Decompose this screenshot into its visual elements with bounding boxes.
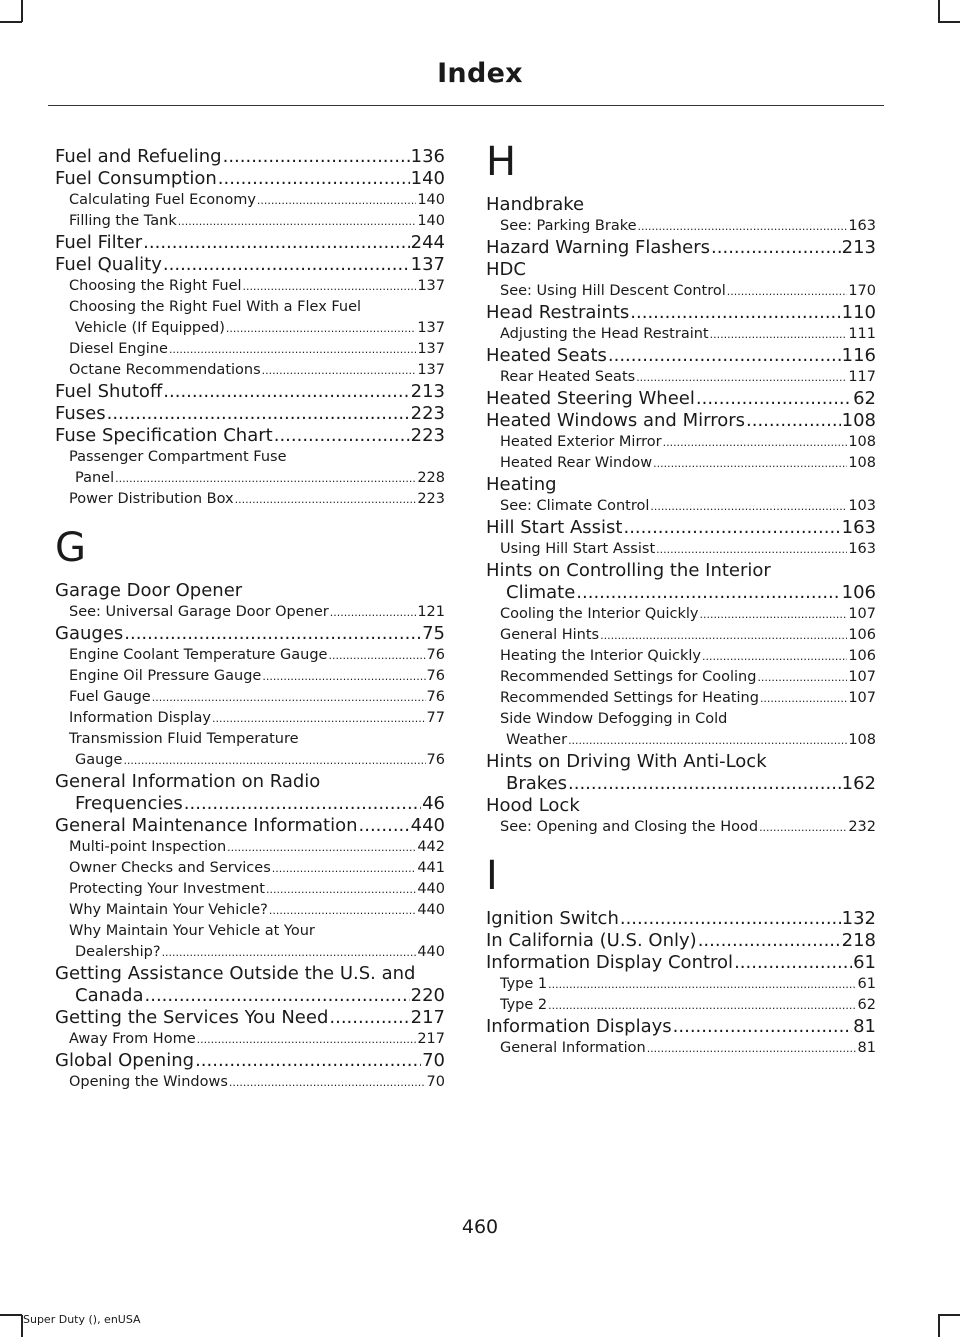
index-entry-row — [55, 190, 445, 211]
dot-leader — [759, 817, 847, 838]
index-entry-row — [486, 281, 876, 302]
dot-leader — [359, 815, 410, 837]
page-title: Index — [437, 58, 523, 89]
crop-mark — [0, 21, 22, 23]
dot-leader — [636, 367, 847, 388]
index-entry-row — [55, 687, 445, 708]
entry-page: 440 — [417, 944, 445, 960]
dot-leader — [650, 496, 847, 517]
entry-label: Recommended Settings for Heating — [500, 690, 759, 706]
index-entry-row — [55, 318, 445, 339]
entry-label: Choosing the Right Fuel With a Flex Fuel — [69, 299, 362, 315]
entry-label: Passenger Compartment Fuse — [69, 449, 287, 465]
index-entry-row — [486, 453, 876, 474]
index-entry-row — [55, 168, 445, 190]
crop-mark — [938, 1314, 960, 1316]
entry-label: Protecting Your Investment — [69, 881, 265, 897]
index-entry-row — [486, 604, 876, 625]
index-heading: Hood Lock — [486, 795, 580, 816]
entry-page: 244 — [410, 232, 445, 253]
entry-page: 442 — [417, 839, 445, 855]
index-entry-row — [55, 339, 445, 360]
index-entry-row — [55, 879, 445, 900]
entry-page: 140 — [417, 192, 445, 208]
entry-page: 103 — [848, 498, 876, 514]
entry-label: Heated Rear Window — [500, 455, 653, 471]
entry-label: Using Hill Start Assist — [500, 541, 656, 557]
entry-label: Owner Checks and Services — [69, 860, 271, 876]
dot-leader — [702, 646, 847, 667]
entry-page: 137 — [417, 362, 445, 378]
entry-label: Opening the Windows — [69, 1074, 228, 1090]
dot-leader — [184, 793, 421, 815]
entry-label: Heated Exterior Mirror — [500, 434, 662, 450]
index-entry-row — [55, 623, 445, 645]
entry-page: 223 — [410, 403, 445, 424]
dot-leader — [227, 837, 416, 858]
page-number: 460 — [461, 1216, 499, 1238]
footer-text: Super Duty (), enUSA — [23, 1313, 141, 1326]
entry-label: Diesel Engine — [69, 341, 168, 357]
entry-label: Hints on Controlling the Interior — [486, 560, 771, 581]
entry-page: 108 — [841, 410, 876, 431]
entry-label: See: Opening and Closing the Hood — [500, 819, 759, 835]
entry-page: 220 — [410, 985, 445, 1006]
entry-page: 76 — [426, 752, 445, 768]
index-entry-wrapped — [55, 963, 445, 1007]
entry-label: Heated Steering Wheel — [486, 388, 695, 409]
entry-label: See: Parking Brake — [500, 218, 637, 234]
entry-label: Dealership? — [75, 944, 161, 960]
index-entry-wrapped — [486, 709, 876, 751]
index-entry-wrapped — [486, 560, 876, 604]
index-entry-row — [486, 995, 876, 1016]
entry-page: 232 — [848, 819, 876, 835]
entry-page: 62 — [853, 388, 876, 409]
dot-leader — [169, 339, 416, 360]
entry-label: Away From Home — [69, 1031, 196, 1047]
entry-label: Rear Heated Seats — [500, 369, 636, 385]
entry-label: Gauges — [55, 623, 124, 644]
entry-page: 106 — [841, 582, 876, 603]
dot-leader — [115, 468, 416, 489]
entry-label: Power Distribution Box — [69, 491, 234, 507]
dot-leader — [243, 276, 417, 297]
entry-label: Hazard Warning Flashers — [486, 237, 711, 258]
index-entry-row — [55, 602, 445, 623]
dot-leader — [630, 302, 840, 324]
dot-leader — [620, 908, 841, 930]
entry-page: 75 — [422, 623, 445, 644]
entry-page: 217 — [410, 1007, 445, 1028]
entry-page: 110 — [841, 302, 876, 323]
index-entry-row — [486, 216, 876, 237]
index-heading: HDC — [486, 259, 526, 280]
index-entry-row — [486, 302, 876, 324]
index-entry-wrapped — [55, 297, 445, 339]
index-entry-row — [486, 1038, 876, 1059]
index-entry-row — [55, 211, 445, 232]
entry-label: Hill Start Assist — [486, 517, 623, 538]
dot-leader — [178, 211, 417, 232]
dot-leader — [653, 453, 847, 474]
index-entry-row — [55, 360, 445, 381]
index-entry-row — [55, 837, 445, 858]
entry-label: Why Maintain Your Vehicle? — [69, 902, 268, 918]
entry-label: Vehicle (If Equipped) — [75, 320, 225, 336]
crop-mark — [0, 1314, 22, 1316]
entry-label: Heated Seats — [486, 345, 607, 366]
index-entry-row — [55, 858, 445, 879]
entry-page: 106 — [848, 627, 876, 643]
dot-leader — [576, 582, 840, 604]
dot-leader — [647, 1038, 857, 1059]
entry-page: 62 — [857, 997, 876, 1013]
dot-leader — [727, 281, 848, 302]
entry-label: Information Displays — [486, 1016, 672, 1037]
entry-page: 223 — [410, 425, 445, 446]
index-column-left — [55, 146, 445, 1093]
index-entry-row — [55, 793, 445, 815]
entry-label: Climate — [506, 582, 576, 603]
entry-page: 140 — [417, 213, 445, 229]
dot-leader — [757, 667, 847, 688]
crop-mark — [21, 0, 23, 22]
dot-leader — [143, 232, 409, 254]
crop-mark — [938, 0, 940, 22]
index-entry-row — [486, 952, 876, 974]
entry-label: Ignition Switch — [486, 908, 619, 929]
entry-label: Multi-point Inspection — [69, 839, 227, 855]
index-entry-row — [55, 750, 445, 771]
index-entry-wrapped — [55, 921, 445, 963]
index-entry-row — [55, 381, 445, 403]
dot-leader — [235, 489, 417, 510]
entry-label: See: Climate Control — [500, 498, 650, 514]
entry-label: Information Display Control — [486, 952, 734, 973]
entry-label: Canada — [75, 985, 144, 1006]
entry-label: Octane Recommendations — [69, 362, 261, 378]
index-entry-row — [55, 403, 445, 425]
entry-label: Brakes — [506, 773, 568, 794]
entry-label: Why Maintain Your Vehicle at Your — [69, 923, 315, 939]
dot-leader — [673, 1016, 852, 1038]
entry-page: 76 — [426, 647, 445, 663]
dot-leader — [195, 1050, 421, 1072]
index-entry-row — [486, 688, 876, 709]
dot-leader — [656, 539, 847, 560]
entry-page: 108 — [848, 732, 876, 748]
entry-label: Getting the Services You Need — [55, 1007, 329, 1028]
index-entry-row — [55, 942, 445, 963]
dot-leader — [163, 381, 409, 403]
entry-page: 140 — [410, 168, 445, 189]
dot-leader — [699, 604, 847, 625]
entry-label: Engine Oil Pressure Gauge — [69, 668, 262, 684]
dot-leader — [123, 750, 425, 771]
index-entry-wrapped — [486, 751, 876, 795]
entry-page: 163 — [841, 517, 876, 538]
dot-leader — [257, 190, 416, 211]
dot-leader — [330, 602, 417, 623]
index-entry-row — [55, 232, 445, 254]
index-entry-row — [55, 1072, 445, 1093]
dot-leader — [568, 730, 847, 751]
dot-leader — [262, 666, 425, 687]
dot-leader — [229, 1072, 426, 1093]
index-entry-row — [486, 237, 876, 259]
index-entry-row — [486, 345, 876, 367]
dot-leader — [152, 687, 426, 708]
entry-label: Fuel Gauge — [69, 689, 151, 705]
dot-leader — [272, 858, 417, 879]
entry-label: Engine Coolant Temperature Gauge — [69, 647, 328, 663]
dot-leader — [638, 216, 848, 237]
index-column-right — [486, 139, 876, 1059]
index-entry-row — [486, 517, 876, 539]
entry-label: Fuel and Refueling — [55, 146, 222, 167]
entry-page: 217 — [417, 1031, 445, 1047]
dot-leader — [711, 237, 841, 259]
entry-page: 70 — [422, 1050, 445, 1071]
index-entry-row — [486, 908, 876, 930]
dot-leader — [266, 879, 416, 900]
index-entry-row — [486, 388, 876, 410]
entry-page: 170 — [848, 283, 876, 299]
entry-label: Transmission Fluid Temperature — [69, 731, 299, 747]
dot-leader — [568, 773, 841, 795]
entry-page: 117 — [848, 369, 876, 385]
entry-page: 162 — [841, 773, 876, 794]
crop-mark — [938, 1315, 940, 1337]
dot-leader — [107, 403, 410, 425]
index-entry-row — [55, 1050, 445, 1072]
index-entry-row — [486, 539, 876, 560]
entry-page: 61 — [853, 952, 876, 973]
index-entry-row — [55, 1029, 445, 1050]
entry-label: Fuses — [55, 403, 106, 424]
entry-label: Fuel Filter — [55, 232, 143, 253]
entry-label: Type 2 — [500, 997, 548, 1013]
entry-label: Panel — [75, 470, 115, 486]
entry-label: Choosing the Right Fuel — [69, 278, 242, 294]
entry-label: Filling the Tank — [69, 213, 177, 229]
entry-page: 70 — [426, 1074, 445, 1090]
entry-page: 116 — [841, 345, 876, 366]
dot-leader — [329, 1007, 409, 1029]
section-letter: H — [486, 139, 517, 185]
index-entry-row — [55, 425, 445, 447]
entry-label: Gauge — [75, 752, 123, 768]
dot-leader — [623, 517, 840, 539]
entry-page: 107 — [848, 669, 876, 685]
dot-leader — [145, 985, 410, 1007]
entry-page: 106 — [848, 648, 876, 664]
entry-label: General Hints — [500, 627, 600, 643]
entry-label: Side Window Defogging in Cold — [500, 711, 728, 727]
index-entry-row — [55, 146, 445, 168]
entry-label: Fuse Specification Chart — [55, 425, 273, 446]
entry-page: 163 — [848, 218, 876, 234]
entry-page: 440 — [410, 815, 445, 836]
index-entry-row — [486, 817, 876, 838]
section-letter: G — [55, 525, 86, 571]
entry-label: Fuel Consumption — [55, 168, 217, 189]
entry-label: Weather — [506, 732, 568, 748]
dot-leader — [734, 952, 852, 974]
index-entry-wrapped — [55, 771, 445, 815]
index-entry-row — [55, 985, 445, 1007]
entry-label: Heating the Interior Quickly — [500, 648, 701, 664]
index-entry-row — [486, 582, 876, 604]
entry-page: 213 — [841, 237, 876, 258]
entry-page: 228 — [417, 470, 445, 486]
dot-leader — [269, 900, 416, 921]
entry-page: 61 — [857, 976, 876, 992]
entry-label: In California (U.S. Only) — [486, 930, 697, 951]
index-entry-row — [486, 974, 876, 995]
entry-page: 213 — [410, 381, 445, 402]
entry-label: Heated Windows and Mirrors — [486, 410, 745, 431]
index-entry-row — [55, 900, 445, 921]
index-entry-row — [55, 1007, 445, 1029]
crop-mark — [938, 21, 960, 23]
entry-page: 137 — [417, 341, 445, 357]
entry-page: 137 — [417, 278, 445, 294]
entry-page: 441 — [417, 860, 445, 876]
index-entry-row — [486, 324, 876, 345]
entry-page: 76 — [426, 668, 445, 684]
index-entry-row — [486, 496, 876, 517]
index-entry-row — [486, 930, 876, 952]
index-heading: Handbrake — [486, 194, 585, 215]
index-entry-row — [486, 773, 876, 795]
index-entry-row — [486, 1016, 876, 1038]
index-entry-row — [55, 254, 445, 276]
entry-page: 46 — [422, 793, 445, 814]
entry-page: 132 — [841, 908, 876, 929]
dot-leader — [274, 425, 410, 447]
entry-page: 107 — [848, 690, 876, 706]
entry-label: General Maintenance Information — [55, 815, 358, 836]
entry-label: General Information — [500, 1040, 646, 1056]
index-entry-row — [486, 667, 876, 688]
index-entry-row — [55, 708, 445, 729]
dot-leader — [212, 708, 426, 729]
title-divider — [48, 105, 884, 106]
index-entry-row — [55, 276, 445, 297]
entry-label: Cooling the Interior Quickly — [500, 606, 699, 622]
entry-page: 77 — [426, 710, 445, 726]
index-entry-row — [486, 410, 876, 432]
entry-label: Recommended Settings for Cooling — [500, 669, 757, 685]
index-entry-row — [55, 468, 445, 489]
dot-leader — [710, 324, 848, 345]
entry-label: See: Using Hill Descent Control — [500, 283, 726, 299]
dot-leader — [608, 345, 841, 367]
entry-label: Type 1 — [500, 976, 548, 992]
entry-label: Hints on Driving With Anti-Lock — [486, 751, 767, 772]
entry-label: Fuel Shutoff — [55, 381, 163, 402]
entry-page: 108 — [848, 434, 876, 450]
dot-leader — [548, 995, 856, 1016]
index-entry-row — [486, 730, 876, 751]
entry-page: 137 — [417, 320, 445, 336]
index-entry-row — [55, 815, 445, 837]
index-entry-wrapped — [55, 729, 445, 771]
index-entry-row — [55, 666, 445, 687]
dot-leader — [262, 360, 417, 381]
entry-page: 121 — [417, 604, 445, 620]
entry-label: General Information on Radio — [55, 771, 321, 792]
index-entry-row — [486, 432, 876, 453]
entry-page: 76 — [426, 689, 445, 705]
dot-leader — [698, 930, 841, 952]
dot-leader — [760, 688, 847, 709]
entry-page: 107 — [848, 606, 876, 622]
entry-label: Frequencies — [75, 793, 183, 814]
entry-label: Global Opening — [55, 1050, 195, 1071]
dot-leader — [218, 168, 410, 190]
index-entry-row — [486, 625, 876, 646]
entry-page: 440 — [417, 902, 445, 918]
entry-page: 218 — [841, 930, 876, 951]
dot-leader — [197, 1029, 417, 1050]
dot-leader — [124, 623, 421, 645]
dot-leader — [223, 146, 410, 168]
dot-leader — [663, 432, 848, 453]
index-entry-row — [55, 489, 445, 510]
entry-label: Getting Assistance Outside the U.S. and — [55, 963, 416, 984]
entry-page: 223 — [417, 491, 445, 507]
entry-label: Information Display — [69, 710, 211, 726]
entry-page: 81 — [857, 1040, 876, 1056]
index-entry-row — [55, 645, 445, 666]
entry-page: 137 — [410, 254, 445, 275]
index-entry-wrapped — [55, 447, 445, 489]
index-entry-row — [486, 646, 876, 667]
dot-leader — [162, 942, 417, 963]
index-entry-row — [486, 367, 876, 388]
index-heading: Garage Door Opener — [55, 580, 243, 601]
entry-page: 136 — [410, 146, 445, 167]
dot-leader — [328, 645, 425, 666]
dot-leader — [696, 388, 852, 410]
entry-label: See: Universal Garage Door Opener — [69, 604, 329, 620]
entry-page: 108 — [848, 455, 876, 471]
entry-page: 163 — [848, 541, 876, 557]
dot-leader — [548, 974, 856, 995]
entry-label: Adjusting the Head Restraint — [500, 326, 709, 342]
section-letter: I — [486, 853, 498, 899]
dot-leader — [226, 318, 416, 339]
dot-leader — [600, 625, 847, 646]
entry-page: 81 — [853, 1016, 876, 1037]
entry-page: 440 — [417, 881, 445, 897]
entry-label: Fuel Quality — [55, 254, 162, 275]
entry-label: Head Restraints — [486, 302, 630, 323]
entry-label: Calculating Fuel Economy — [69, 192, 256, 208]
dot-leader — [746, 410, 841, 432]
dot-leader — [163, 254, 410, 276]
index-heading: Heating — [486, 474, 557, 495]
entry-page: 111 — [848, 326, 876, 342]
